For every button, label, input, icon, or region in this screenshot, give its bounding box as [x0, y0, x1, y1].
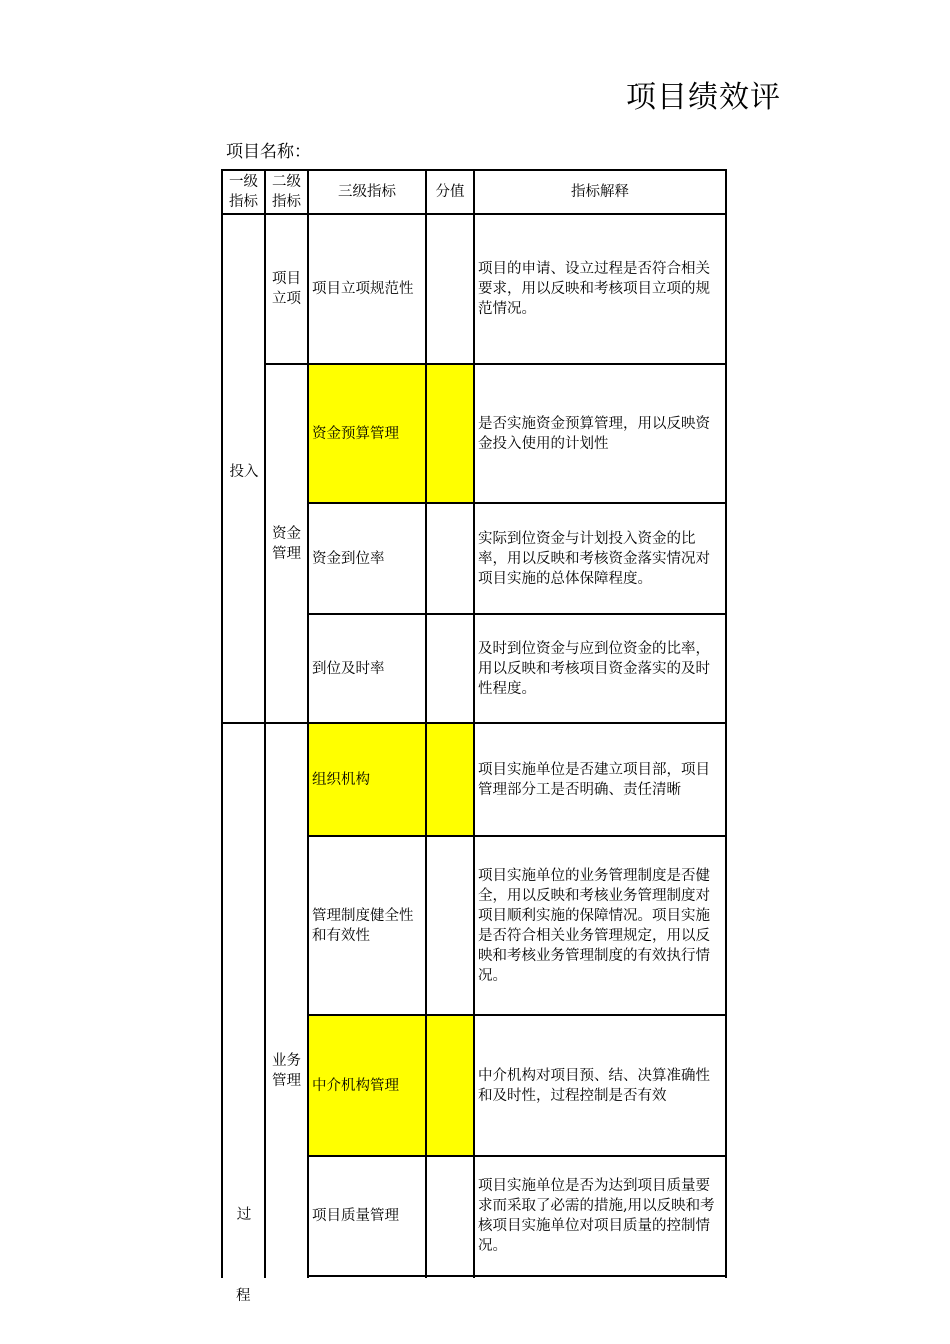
indicator-cell: 资金到位率	[312, 550, 385, 567]
indicator-cell: 管理制度健全性和有效性	[312, 907, 414, 944]
explanation-cell: 项目的申请、设立过程是否符合相关要求，用以反映和考核项目立项的规范情况。	[478, 261, 710, 317]
table-border	[264, 363, 727, 365]
level1-process-bottom: 程	[236, 1288, 251, 1304]
explanation-cell: 是否实施资金预算管理，用以反映资金投入使用的计划性	[478, 415, 710, 452]
score-cell	[426, 1015, 474, 1156]
table-border	[221, 169, 223, 1278]
indicator-cell: 到位及时率	[312, 660, 385, 677]
indicator-cell: 组织机构	[312, 771, 370, 788]
indicator-cell: 项目质量管理	[312, 1208, 399, 1224]
project-name-label: 项目名称：	[226, 142, 311, 162]
explanation-cell: 项目实施单位是否为达到项目质量要求而采取了必需的措施,用以反映和考核项目实施单位对项目质量的控制情况。	[478, 1178, 715, 1254]
explanation-cell: 项目实施单位的业务管理制度是否健全，用以反映和考核业务管理制度对项目顺利实施的保障情况。项目实施是否符合相关业务管理规定，用以反映和考核业务管理制度的有效执行情况。	[478, 867, 710, 984]
table-border	[307, 169, 309, 1278]
table-border	[307, 1155, 727, 1157]
score-cell	[426, 723, 474, 836]
header-level1: 一级指标	[229, 174, 258, 210]
score-cell	[426, 836, 474, 1015]
score-cell	[426, 614, 474, 723]
explanation-cell: 中介机构对项目预、结、决算准确性和及时性，过程控制是否有效	[478, 1067, 710, 1104]
explanation-cell: 项目实施单位是否建立项目部，项目管理部分工是否明确、责任清晰	[478, 761, 710, 798]
level2-project-setup: 项目立项	[272, 271, 301, 307]
level1-input: 投入	[229, 464, 259, 480]
header-level3: 三级指标	[338, 184, 396, 200]
level2-business-management-label: 业务管理	[272, 1053, 301, 1089]
table-border	[264, 169, 266, 1278]
table-border	[425, 169, 427, 1278]
header-level2: 二级指标	[272, 174, 301, 210]
indicator-cell: 项目立项规范性	[312, 281, 414, 297]
table-border	[307, 1014, 727, 1016]
level2-fund-management: 资金管理	[272, 525, 301, 562]
score-cell	[426, 503, 474, 614]
table-border	[307, 502, 727, 504]
explanation-cell: 及时到位资金与应到位资金的比率，用以反映和考核项目资金落实的及时性程度。	[478, 640, 710, 697]
score-cell	[426, 1156, 474, 1276]
indicator-cell: 资金预算管理	[312, 425, 399, 442]
table-border	[307, 835, 727, 837]
score-cell	[426, 364, 474, 503]
table-border	[307, 1275, 727, 1277]
table-border	[725, 169, 727, 1278]
page-title: 项目绩效评	[626, 80, 781, 115]
indicator-cell: 中介机构管理	[312, 1077, 399, 1094]
explanation-cell: 实际到位资金与计划投入资金的比率，用以反映和考核资金落实情况对项目实施的总体保障程度。	[478, 530, 710, 587]
table-border	[307, 613, 727, 615]
level2-business-management	[265, 723, 308, 1344]
header-explanation: 指标解释	[571, 184, 629, 200]
level1-process-top: 过	[236, 1207, 252, 1223]
header-score: 分值	[435, 184, 465, 200]
table-border	[473, 169, 475, 1278]
score-cell	[426, 214, 474, 364]
